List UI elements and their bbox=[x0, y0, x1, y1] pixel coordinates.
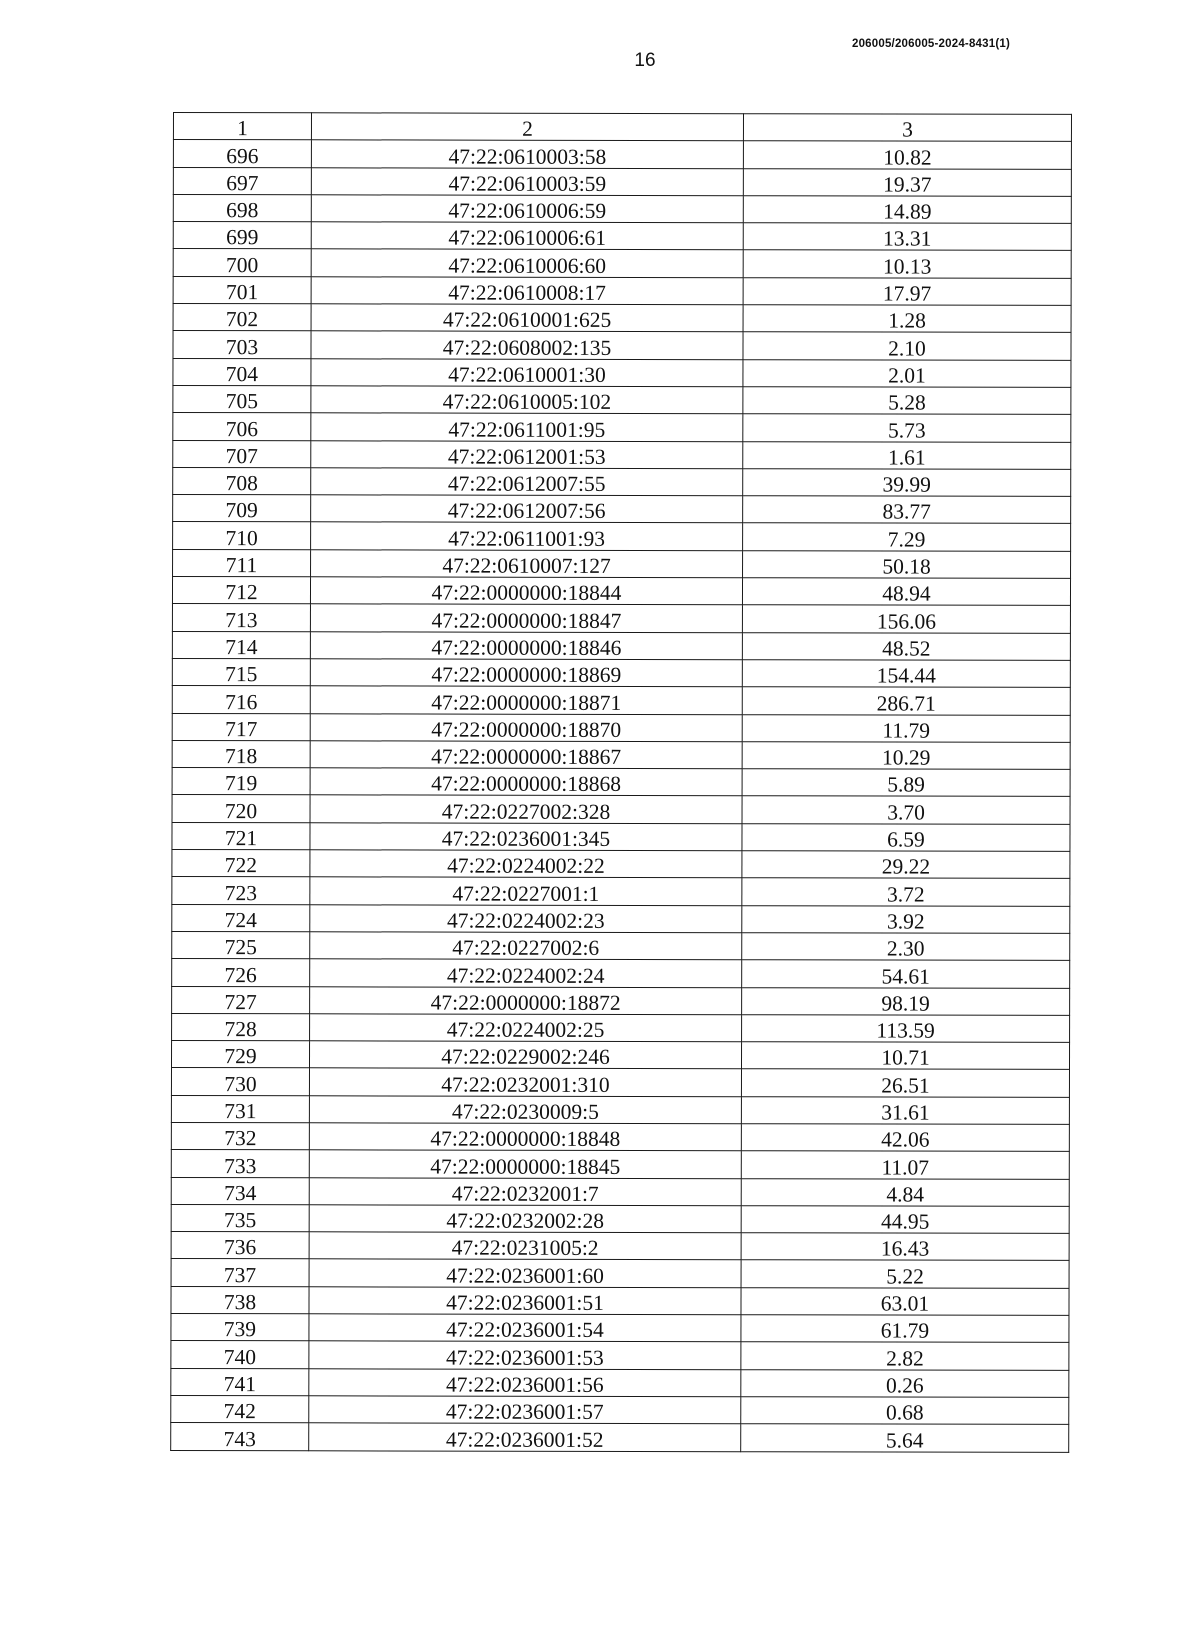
table-row bbox=[171, 1314, 1069, 1343]
row-number-cell: 742 bbox=[171, 1395, 309, 1423]
cadastral-number-cell: 47:22:0000000:18867 bbox=[310, 741, 742, 769]
value-cell: 16.43 bbox=[741, 1233, 1069, 1261]
value-cell: 54.61 bbox=[742, 960, 1070, 988]
value-cell: 48.94 bbox=[742, 578, 1070, 606]
table-row bbox=[173, 385, 1071, 414]
value-cell: 19.37 bbox=[743, 168, 1071, 196]
table-row bbox=[172, 959, 1070, 988]
table-row bbox=[172, 877, 1070, 906]
cadastral-number-cell: 47:22:0610001:625 bbox=[311, 304, 743, 332]
table-row bbox=[173, 331, 1071, 360]
cadastral-number-cell: 47:22:0231005:2 bbox=[309, 1232, 741, 1260]
value-cell: 17.97 bbox=[743, 277, 1071, 305]
table-row bbox=[173, 167, 1071, 196]
table-row bbox=[173, 467, 1071, 496]
row-number-cell: 703 bbox=[173, 331, 311, 359]
cadastral-number-cell: 47:22:0000000:18868 bbox=[310, 768, 742, 796]
value-cell: 5.28 bbox=[743, 387, 1071, 415]
cadastral-number-cell: 47:22:0610005:102 bbox=[311, 386, 743, 414]
row-number-cell: 711 bbox=[173, 549, 311, 577]
cadastral-number-cell: 47:22:0612007:56 bbox=[311, 495, 743, 523]
value-cell: 42.06 bbox=[741, 1124, 1069, 1152]
value-cell: 98.19 bbox=[742, 987, 1070, 1015]
value-cell: 31.61 bbox=[741, 1096, 1069, 1124]
cadastral-number-cell: 47:22:0000000:18847 bbox=[310, 604, 742, 632]
value-cell: 10.13 bbox=[743, 250, 1071, 278]
row-number-cell: 697 bbox=[173, 167, 311, 195]
cadastral-number-cell: 47:22:0227002:328 bbox=[310, 795, 742, 823]
row-number-cell: 706 bbox=[173, 413, 311, 441]
row-number-cell: 728 bbox=[172, 1013, 310, 1041]
table-row bbox=[172, 740, 1070, 769]
value-cell: 3.72 bbox=[742, 878, 1070, 906]
value-cell: 154.44 bbox=[742, 660, 1070, 688]
table-row bbox=[173, 222, 1071, 251]
table-row bbox=[172, 631, 1070, 660]
value-cell: 50.18 bbox=[743, 550, 1071, 578]
cadastral-number-cell: 47:22:0610006:61 bbox=[311, 222, 743, 250]
row-number-cell: 724 bbox=[172, 904, 310, 932]
cadastral-number-cell: 47:22:0000000:18848 bbox=[309, 1123, 741, 1151]
table-row bbox=[172, 795, 1070, 824]
table-row bbox=[172, 577, 1070, 606]
cadastral-number-cell: 47:22:0610003:59 bbox=[311, 167, 743, 195]
value-cell: 10.71 bbox=[741, 1042, 1069, 1070]
cadastral-number-cell: 47:22:0000000:18844 bbox=[310, 577, 742, 605]
row-number-cell: 696 bbox=[173, 140, 311, 168]
cadastral-number-cell: 47:22:0000000:18845 bbox=[309, 1150, 741, 1178]
value-cell: 83.77 bbox=[743, 496, 1071, 524]
cadastral-number-cell: 47:22:0000000:18846 bbox=[310, 631, 742, 659]
cadastral-number-cell: 47:22:0236001:60 bbox=[309, 1259, 741, 1287]
cadastral-number-cell: 47:22:0232002:28 bbox=[309, 1205, 741, 1233]
row-number-cell: 725 bbox=[172, 931, 310, 959]
value-cell: 5.64 bbox=[741, 1424, 1069, 1452]
column-header-1: 1 bbox=[173, 113, 311, 141]
table-row bbox=[173, 495, 1071, 524]
cadastral-number-cell: 47:22:0227002:6 bbox=[310, 932, 742, 960]
row-number-cell: 708 bbox=[173, 467, 311, 495]
table-row bbox=[173, 413, 1071, 442]
table-row bbox=[172, 686, 1070, 715]
cadastral-number-cell: 47:22:0000000:18872 bbox=[310, 986, 742, 1014]
cadastral-number-cell: 47:22:0236001:53 bbox=[309, 1341, 741, 1369]
value-cell: 4.84 bbox=[741, 1178, 1069, 1206]
value-cell: 2.10 bbox=[743, 332, 1071, 360]
value-cell: 10.82 bbox=[743, 141, 1071, 169]
row-number-cell: 714 bbox=[172, 631, 310, 659]
row-number-cell: 713 bbox=[172, 604, 310, 632]
cadastral-number-cell: 47:22:0000000:18871 bbox=[310, 686, 742, 714]
row-number-cell: 709 bbox=[173, 495, 311, 523]
cadastral-number-cell: 47:22:0232001:310 bbox=[309, 1068, 741, 1096]
cadastral-number-cell: 47:22:0610006:60 bbox=[311, 249, 743, 277]
table-row bbox=[172, 658, 1070, 687]
page-number: 16 bbox=[634, 50, 656, 71]
table-row bbox=[172, 604, 1070, 633]
cadastral-number-cell: 47:22:0229002:246 bbox=[309, 1041, 741, 1069]
cadastral-number-cell: 47:22:0612007:55 bbox=[311, 468, 743, 496]
cadastral-number-cell: 47:22:0610008:17 bbox=[311, 277, 743, 305]
cadastral-number-cell: 47:22:0000000:18869 bbox=[310, 659, 742, 687]
column-header-3: 3 bbox=[743, 114, 1071, 142]
row-number-cell: 715 bbox=[172, 658, 310, 686]
value-cell: 1.61 bbox=[743, 441, 1071, 469]
row-number-cell: 719 bbox=[172, 768, 310, 796]
row-number-cell: 743 bbox=[171, 1423, 309, 1451]
value-cell: 11.79 bbox=[742, 714, 1070, 742]
row-number-cell: 704 bbox=[173, 358, 311, 386]
row-number-cell: 741 bbox=[171, 1368, 309, 1396]
table-row bbox=[172, 822, 1070, 851]
cadastral-number-cell: 47:22:0610007:127 bbox=[311, 550, 743, 578]
row-number-cell: 721 bbox=[172, 822, 310, 850]
cadastral-number-cell: 47:22:0236001:56 bbox=[309, 1368, 741, 1396]
value-cell: 63.01 bbox=[741, 1287, 1069, 1315]
cadastral-number-cell: 47:22:0224002:22 bbox=[310, 850, 742, 878]
value-cell: 5.73 bbox=[743, 414, 1071, 442]
row-number-cell: 698 bbox=[173, 194, 311, 222]
row-number-cell: 720 bbox=[172, 795, 310, 823]
table-row bbox=[171, 1423, 1069, 1452]
table-row bbox=[171, 1204, 1069, 1233]
value-cell: 10.29 bbox=[742, 742, 1070, 770]
table-row bbox=[171, 1041, 1069, 1070]
table-row bbox=[173, 194, 1071, 223]
cadastral-number-cell: 47:22:0000000:18870 bbox=[310, 713, 742, 741]
table-row bbox=[173, 522, 1071, 551]
row-number-cell: 734 bbox=[171, 1177, 309, 1205]
row-number-cell: 736 bbox=[171, 1232, 309, 1260]
table-row bbox=[171, 1150, 1069, 1179]
row-number-cell: 716 bbox=[172, 686, 310, 714]
row-number-cell: 707 bbox=[173, 440, 311, 468]
table-row bbox=[173, 440, 1071, 469]
row-number-cell: 701 bbox=[173, 276, 311, 304]
table-row bbox=[171, 1232, 1069, 1261]
value-cell: 1.28 bbox=[743, 305, 1071, 333]
table-row bbox=[171, 1259, 1069, 1288]
value-cell: 11.07 bbox=[741, 1151, 1069, 1179]
value-cell: 44.95 bbox=[741, 1206, 1069, 1234]
value-cell: 156.06 bbox=[742, 605, 1070, 633]
row-number-cell: 723 bbox=[172, 877, 310, 905]
value-cell: 6.59 bbox=[742, 823, 1070, 851]
column-header-2: 2 bbox=[311, 113, 743, 141]
table-row bbox=[171, 1177, 1069, 1206]
cadastral-number-cell: 47:22:0610006:59 bbox=[311, 195, 743, 223]
row-number-cell: 727 bbox=[172, 986, 310, 1014]
cadastral-number-cell: 47:22:0224002:25 bbox=[310, 1014, 742, 1042]
value-cell: 39.99 bbox=[743, 469, 1071, 497]
cadastral-number-cell: 47:22:0224002:24 bbox=[310, 959, 742, 987]
table-row bbox=[171, 1368, 1069, 1397]
cadastral-number-cell: 47:22:0236001:57 bbox=[309, 1396, 741, 1424]
row-number-cell: 739 bbox=[171, 1314, 309, 1342]
value-cell: 61.79 bbox=[741, 1315, 1069, 1343]
cadastral-number-cell: 47:22:0230009:5 bbox=[309, 1095, 741, 1123]
cadastral-number-cell: 47:22:0236001:52 bbox=[309, 1423, 741, 1451]
row-number-cell: 718 bbox=[172, 740, 310, 768]
cadastral-number-cell: 47:22:0236001:345 bbox=[310, 823, 742, 851]
table-row bbox=[172, 850, 1070, 879]
table-row bbox=[171, 1286, 1069, 1315]
table-row bbox=[172, 1013, 1070, 1042]
row-number-cell: 732 bbox=[171, 1122, 309, 1150]
value-cell: 286.71 bbox=[742, 687, 1070, 715]
cadastral-number-cell: 47:22:0612001:53 bbox=[311, 440, 743, 468]
row-number-cell: 700 bbox=[173, 249, 311, 277]
table-row bbox=[171, 1095, 1069, 1124]
cadastral-number-cell: 47:22:0611001:95 bbox=[311, 413, 743, 441]
cadastral-number-cell: 47:22:0227001:1 bbox=[310, 877, 742, 905]
cadastral-number-cell: 47:22:0224002:23 bbox=[310, 904, 742, 932]
table-header-row bbox=[173, 113, 1071, 142]
table-row bbox=[173, 358, 1071, 387]
value-cell: 48.52 bbox=[742, 632, 1070, 660]
table-row bbox=[171, 1122, 1069, 1151]
value-cell: 3.92 bbox=[742, 905, 1070, 933]
value-cell: 26.51 bbox=[741, 1069, 1069, 1097]
row-number-cell: 705 bbox=[173, 385, 311, 413]
row-number-cell: 733 bbox=[171, 1150, 309, 1178]
table-row bbox=[172, 768, 1070, 797]
cadastral-number-cell: 47:22:0236001:54 bbox=[309, 1314, 741, 1342]
row-number-cell: 738 bbox=[171, 1286, 309, 1314]
table-row bbox=[173, 276, 1071, 305]
row-number-cell: 737 bbox=[171, 1259, 309, 1287]
cadastral-number-cell: 47:22:0608002:135 bbox=[311, 331, 743, 359]
cadastral-number-cell: 47:22:0610003:58 bbox=[311, 140, 743, 168]
cadastral-number-cell: 47:22:0610001:30 bbox=[311, 358, 743, 386]
value-cell: 3.70 bbox=[742, 796, 1070, 824]
land-plots-table bbox=[170, 112, 1072, 1452]
cadastral-number-cell: 47:22:0232001:7 bbox=[309, 1177, 741, 1205]
table-row bbox=[173, 549, 1071, 578]
value-cell: 14.89 bbox=[743, 196, 1071, 224]
value-cell: 5.89 bbox=[742, 769, 1070, 797]
table-row bbox=[171, 1395, 1069, 1424]
table-row bbox=[172, 986, 1070, 1015]
value-cell: 13.31 bbox=[743, 223, 1071, 251]
value-cell: 2.01 bbox=[743, 359, 1071, 387]
table-row bbox=[172, 931, 1070, 960]
row-number-cell: 717 bbox=[172, 713, 310, 741]
cadastral-number-cell: 47:22:0236001:51 bbox=[309, 1287, 741, 1315]
value-cell: 29.22 bbox=[742, 851, 1070, 879]
row-number-cell: 699 bbox=[173, 222, 311, 250]
row-number-cell: 726 bbox=[172, 959, 310, 987]
row-number-cell: 740 bbox=[171, 1341, 309, 1369]
table-row bbox=[173, 249, 1071, 278]
value-cell: 5.22 bbox=[741, 1260, 1069, 1288]
value-cell: 113.59 bbox=[742, 1014, 1070, 1042]
document-id: 206005/206005-2024-8431(1) bbox=[851, 38, 1010, 50]
value-cell: 0.26 bbox=[741, 1369, 1069, 1397]
table-row bbox=[171, 1068, 1069, 1097]
row-number-cell: 710 bbox=[173, 522, 311, 550]
row-number-cell: 729 bbox=[171, 1041, 309, 1069]
table-row bbox=[171, 1341, 1069, 1370]
row-number-cell: 702 bbox=[173, 304, 311, 332]
table-row bbox=[173, 304, 1071, 333]
row-number-cell: 735 bbox=[171, 1204, 309, 1232]
table-row bbox=[172, 713, 1070, 742]
value-cell: 2.30 bbox=[742, 933, 1070, 961]
table-row bbox=[173, 140, 1071, 169]
table-row bbox=[172, 904, 1070, 933]
value-cell: 7.29 bbox=[743, 523, 1071, 551]
row-number-cell: 712 bbox=[172, 577, 310, 605]
cadastral-number-cell: 47:22:0611001:93 bbox=[311, 522, 743, 550]
value-cell: 0.68 bbox=[741, 1397, 1069, 1425]
row-number-cell: 731 bbox=[171, 1095, 309, 1123]
row-number-cell: 722 bbox=[172, 850, 310, 878]
value-cell: 2.82 bbox=[741, 1342, 1069, 1370]
row-number-cell: 730 bbox=[171, 1068, 309, 1096]
table-body bbox=[171, 140, 1072, 1452]
